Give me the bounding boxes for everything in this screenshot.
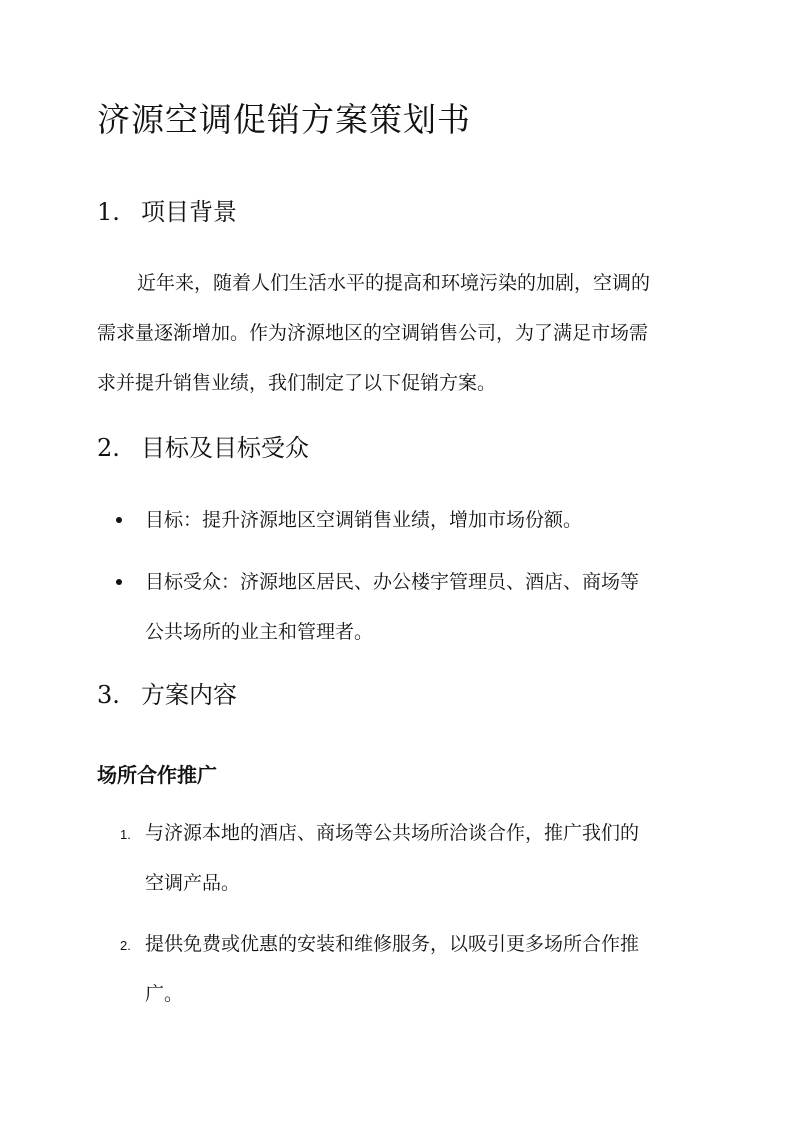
bullet-dot-icon xyxy=(116,579,122,585)
bullet-line: 公共场所的业主和管理者。 xyxy=(145,621,374,643)
section-title: 方案内容 xyxy=(141,681,237,709)
section-heading-3 xyxy=(97,679,237,711)
bullet-item xyxy=(116,567,639,647)
paragraph-line: 求并提升销售业绩，我们制定了以下促销方案。 xyxy=(97,372,497,394)
background-paragraph xyxy=(97,268,707,398)
section-title: 项目背景 xyxy=(141,198,237,226)
item-number: 2. xyxy=(120,938,131,953)
paragraph-line: 需求量逐渐增加。作为济源地区的空调销售公司，为了满足市场需 xyxy=(97,322,649,344)
item-line: 空调产品。 xyxy=(145,872,241,894)
bullet-line: 目标：提升济源地区空调销售业绩，增加市场份额。 xyxy=(145,509,583,531)
item-line: 广。 xyxy=(145,983,184,1005)
bullet-item xyxy=(116,505,582,535)
bullet-line: 目标受众：济源地区居民、办公楼宇管理员、酒店、商场等 xyxy=(145,571,640,593)
item-line: 提供免费或优惠的安装和维修服务，以吸引更多场所合作推 xyxy=(145,933,640,955)
section-heading-1 xyxy=(97,196,237,228)
paragraph-line: 近年来，随着人们生活水平的提高和环境污染的加剧，空调的 xyxy=(137,272,651,294)
numbered-item xyxy=(120,818,639,898)
numbered-item xyxy=(120,929,639,1009)
section-number: 2. xyxy=(97,434,120,462)
section-heading-2 xyxy=(97,432,309,464)
section-number: 1. xyxy=(97,198,120,226)
section-number: 3. xyxy=(97,681,120,709)
section-title: 目标及目标受众 xyxy=(141,434,309,462)
item-number: 1. xyxy=(120,827,131,842)
document-title: 济源空调促销方案策划书 xyxy=(97,100,471,139)
item-line: 与济源本地的酒店、商场等公共场所洽谈合作，推广我们的 xyxy=(145,822,640,844)
bullet-dot-icon xyxy=(116,517,122,523)
subsection-heading: 场所合作推广 xyxy=(97,763,217,787)
